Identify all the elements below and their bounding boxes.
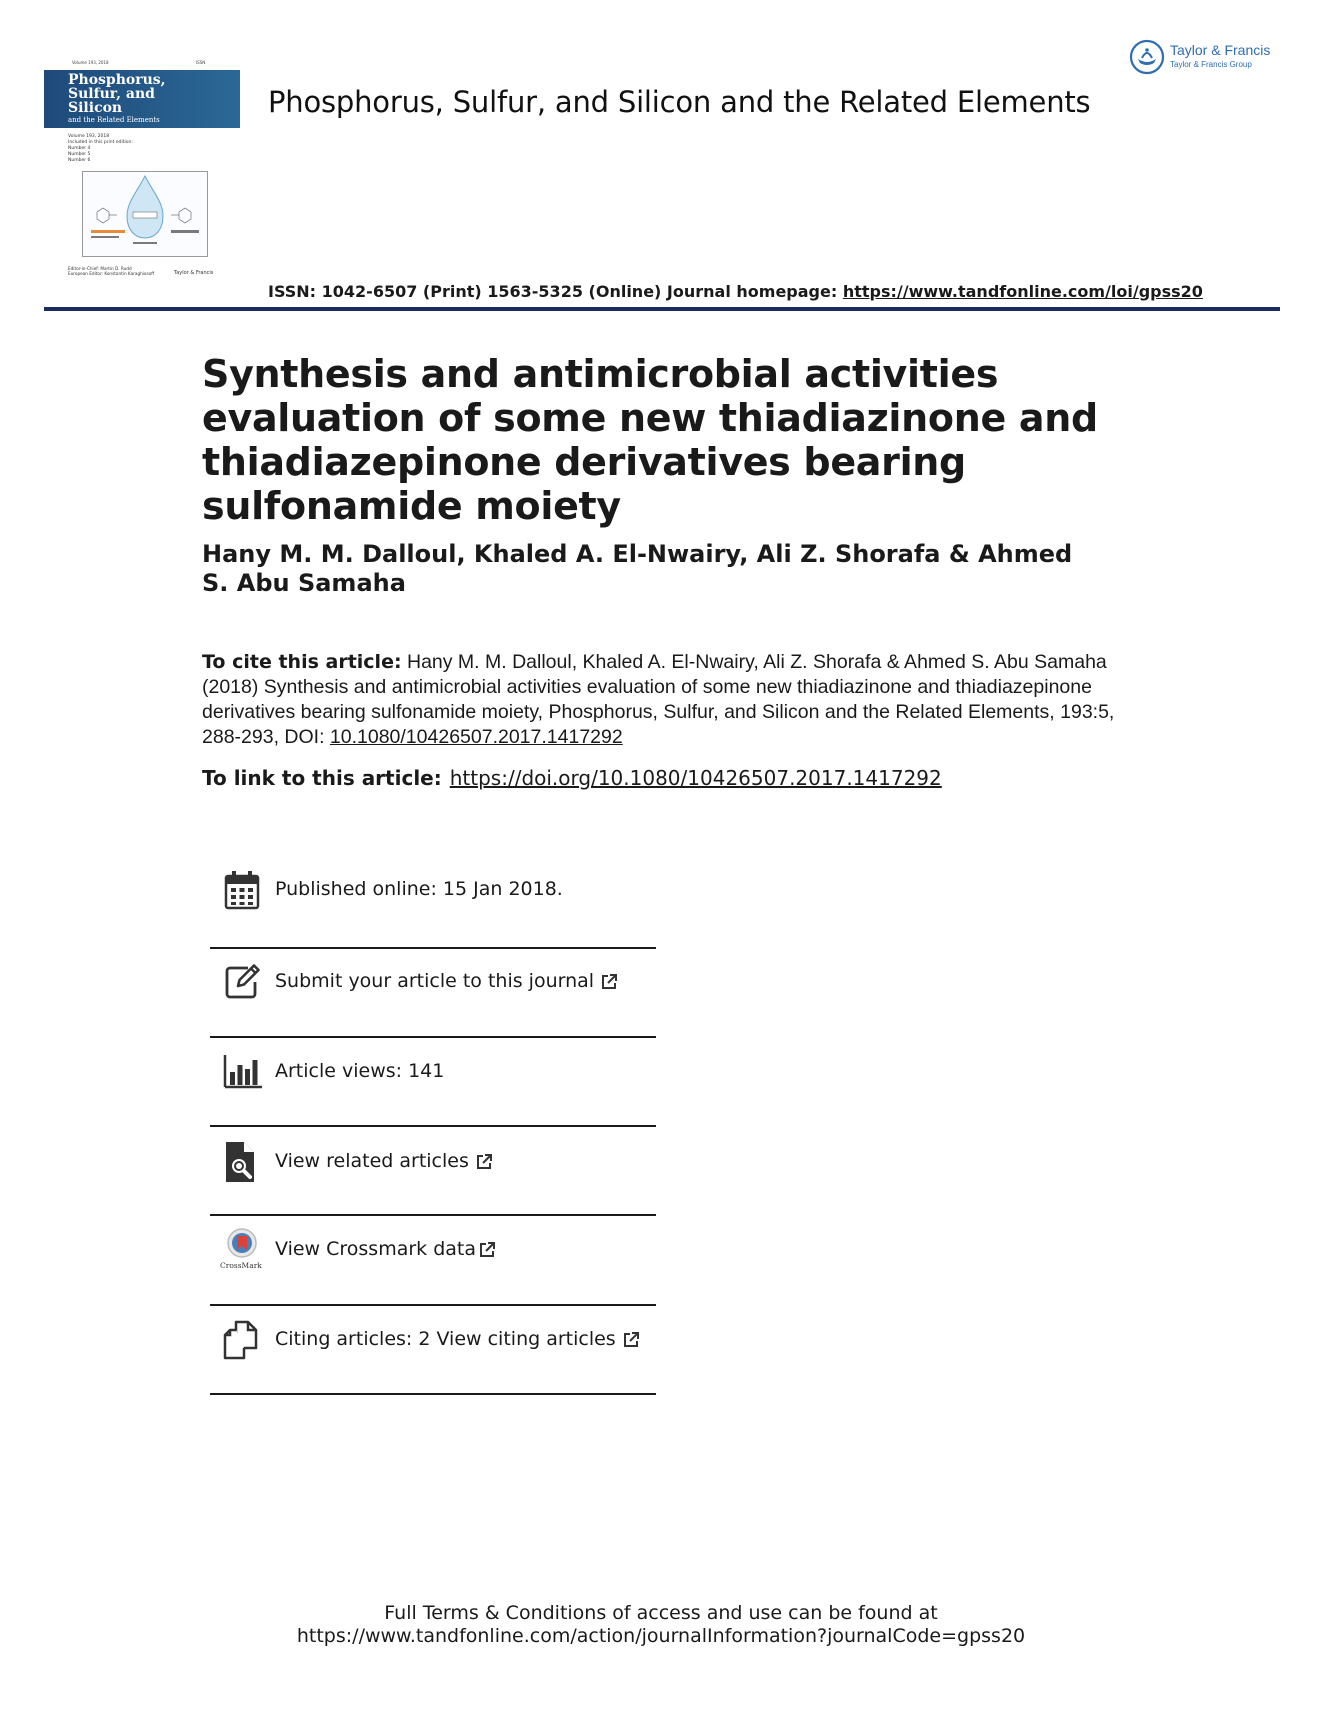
- article-link-label: To link to this article:: [202, 766, 442, 790]
- external-link-icon: [622, 1331, 640, 1349]
- divider: [210, 1125, 656, 1127]
- cover-publisher: Taylor & Francis: [174, 270, 214, 276]
- citation-doi-link[interactable]: 10.1080/10426507.2017.1417292: [329, 726, 623, 748]
- cover-issn: ISSN: [196, 60, 206, 65]
- issn-text: ISSN: 1042-6507 (Print) 1563-5325 (Online) Journal homepage:: [268, 282, 843, 301]
- footer-line-1: Full Terms & Conditions of access and use can be found at: [384, 1602, 938, 1624]
- issn-line: [268, 282, 1203, 301]
- footer-terms-link[interactable]: https://www.tandfonline.com/action/journalInformation?journalCode=gpss20: [296, 1625, 1026, 1647]
- crossmark-row[interactable]: [210, 1228, 656, 1288]
- article-title: Synthesis and antimicrobial activities evaluation of some new thiadiazinone and thiadiazepinone derivatives bearing sulfonamide moiety: [202, 352, 1098, 528]
- cover-subtitle: and the Related Elements: [68, 116, 160, 124]
- published-online-row: [210, 868, 656, 928]
- cover-volume-line: Volume 193, 2018: [72, 60, 109, 65]
- journal-title: Phosphorus, Sulfur, and Silicon and the Related Elements: [268, 85, 1091, 119]
- divider: [210, 1214, 656, 1216]
- citation-label: To cite this article:: [202, 651, 402, 673]
- published-online-text: Published online: 15 Jan 2018.: [275, 878, 563, 900]
- cover-artwork: [82, 171, 208, 257]
- related-articles-link[interactable]: View related articles: [275, 1150, 493, 1172]
- footer-terms: [0, 1602, 1322, 1648]
- external-link-icon: [475, 1153, 493, 1171]
- calendar-icon: [222, 868, 262, 912]
- journal-homepage-link[interactable]: https://www.tandfonline.com/loi/gpss20: [842, 282, 1203, 301]
- crossmark-badge-text: CrossMark: [220, 1261, 262, 1270]
- divider: [210, 1304, 656, 1306]
- edit-icon: [222, 960, 262, 1004]
- bar-chart-icon: [222, 1050, 262, 1094]
- article-link-line: [202, 766, 942, 790]
- cover-editors: Editor-in-Chief: Martin D. Rudd European Editor: Konstantin Karaghiosoff: [68, 266, 155, 276]
- external-link-icon: [600, 973, 618, 991]
- journal-cover-image: [44, 58, 240, 280]
- taylor-francis-icon: [1128, 38, 1166, 76]
- citation-block: [202, 650, 1122, 750]
- citing-articles-link[interactable]: Citing articles: 2 View citing articles: [275, 1328, 640, 1350]
- publisher-logo-group: Taylor & Francis Group: [1170, 60, 1252, 69]
- document-search-icon: [222, 1140, 262, 1184]
- publisher-logo[interactable]: [1128, 38, 1288, 78]
- copy-documents-icon: [222, 1318, 262, 1362]
- article-authors: Hany M. M. Dalloul, Khaled A. El-Nwairy, Ali Z. Shorafa & Ahmed S. Abu Samaha: [202, 540, 1073, 597]
- citation-text: Hany M. M. Dalloul, Khaled A. El-Nwairy, Ali Z. Shorafa & Ahmed S. Abu Samaha (2018) Synthesis and antimicrobial activities evaluation of some new thiadiazinone and thiadiazepinone derivatives bearing sulfonamide moiety, Phosphorus, Sulfur, and Silicon and the Related Elements, 193:5, 288-293, DOI:: [202, 651, 1115, 748]
- submit-article-row[interactable]: [210, 960, 656, 1020]
- related-articles-row[interactable]: [210, 1140, 656, 1200]
- header-divider: [44, 307, 1280, 311]
- article-doi-link[interactable]: https://doi.org/10.1080/10426507.2017.1417292: [449, 766, 942, 790]
- citing-articles-row[interactable]: [210, 1318, 656, 1378]
- publisher-logo-name: Taylor & Francis: [1170, 42, 1271, 58]
- crossmark-link[interactable]: View Crossmark data: [275, 1238, 496, 1260]
- submit-article-link[interactable]: Submit your article to this journal: [275, 970, 618, 992]
- article-views-text: Article views: 141: [275, 1060, 445, 1082]
- divider: [210, 1393, 656, 1395]
- cover-title: Phosphorus, Sulfur, and Silicon: [68, 72, 166, 116]
- divider: [210, 1036, 656, 1038]
- crossmark-icon: [222, 1228, 262, 1272]
- divider: [210, 947, 656, 949]
- article-views-row: [210, 1050, 656, 1110]
- external-link-icon: [478, 1241, 496, 1259]
- cover-issue-list: Volume 193, 2018 Included in this print edition: Number 4 Number 5 Number 6: [68, 134, 133, 163]
